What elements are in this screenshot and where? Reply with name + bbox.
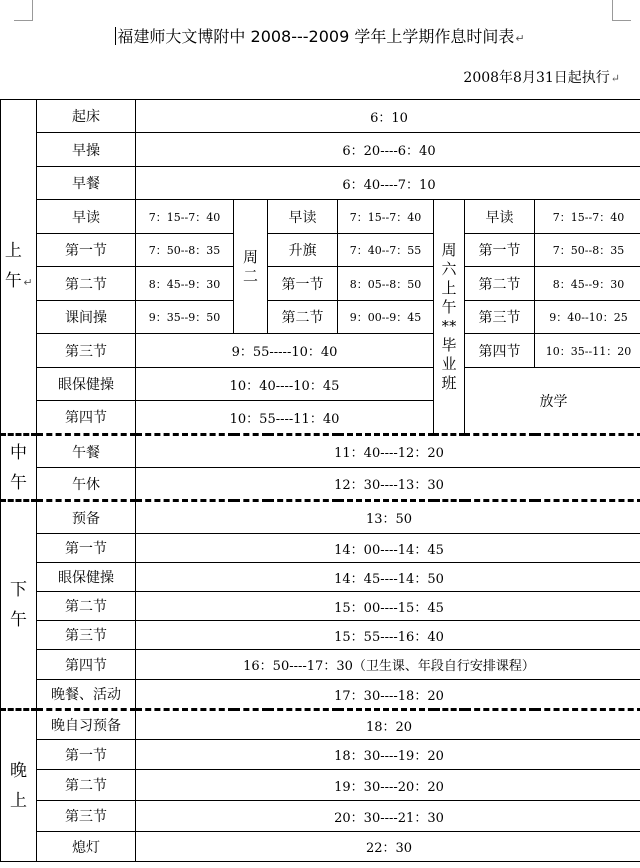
label-pm-p3: 第三节 [37, 621, 136, 650]
tuesday-label [234, 200, 268, 334]
section-afternoon-text: 下午 [10, 580, 27, 630]
time-pm-p1: 14：00----14：45 [136, 534, 640, 563]
row-breakfast [1, 167, 640, 200]
time-lunch: 11：40----12：20 [136, 435, 640, 468]
sat-label-p4: 第四节 [465, 334, 535, 368]
label-p3: 第三节 [37, 334, 136, 368]
label-exercise: 早操 [37, 133, 136, 167]
label-eye: 眼保健操 [37, 368, 136, 401]
section-evening [1, 710, 37, 862]
label-ev-p3: 第三节 [37, 801, 136, 832]
row-pm-prep [1, 501, 640, 534]
row-pm-eye [1, 563, 640, 592]
sat-time-p2: 8：45--9：30 [535, 267, 640, 301]
label-breakfast: 早餐 [37, 167, 136, 200]
label-wake: 起床 [37, 100, 136, 133]
sat-label-p1: 第一节 [465, 234, 535, 267]
time-ev-p2: 19：30----20：20 [136, 770, 640, 801]
saturday-label-text: 周六上午**毕业班 [441, 240, 457, 392]
row-p3 [1, 334, 640, 368]
label-pm-p1: 第一节 [37, 534, 136, 563]
label-read: 早读 [37, 200, 136, 234]
paragraph-mark-icon: ↵ [515, 32, 525, 45]
label-ev-p2: 第二节 [37, 770, 136, 801]
tue-label-flag: 升旗 [268, 234, 338, 267]
tue-time-p2: 9：00--9：45 [338, 301, 434, 334]
schedule-table [0, 99, 640, 862]
row-ev-lights [1, 832, 640, 862]
section-morning-text: 上午 [4, 240, 22, 291]
row-lunch [1, 435, 640, 468]
time-p1: 7：50--8：35 [136, 234, 234, 267]
section-noon-text: 中午 [10, 442, 27, 493]
tue-time-read: 7：15--7：40 [338, 200, 434, 234]
label-p4: 第四节 [37, 401, 136, 435]
label-pm-p4: 第四节 [37, 650, 136, 680]
row-break [1, 301, 640, 334]
time-pm-p2: 15：00----15：45 [136, 592, 640, 621]
time-nap: 12：30----13：30 [136, 468, 640, 501]
time-pm-p4: 16：50----17：30（卫生课、年段自行安排课程） [136, 650, 640, 680]
tuesday-label-text: 周二 [242, 247, 258, 285]
label-lunch: 午餐 [37, 435, 136, 468]
time-pm-prep: 13：50 [136, 501, 640, 534]
title-text: 福建师大文博附中 2008---2009 学年上学期作息时间表 [117, 27, 515, 46]
label-ev-lights: 熄灯 [37, 832, 136, 862]
time-p3: 9：55-----10：40 [136, 334, 434, 368]
time-wake: 6：10 [136, 100, 640, 133]
tue-time-flag: 7：40--7：55 [338, 234, 434, 267]
row-read [1, 200, 640, 234]
tue-label-p2: 第二节 [268, 301, 338, 334]
time-breakfast: 6：40----7：10 [136, 167, 640, 200]
row-ev-p3 [1, 801, 640, 832]
row-exercise [1, 133, 640, 167]
tue-time-p1: 8：05--8：50 [338, 267, 434, 301]
time-pm-dinner: 17：30----18：20 [136, 680, 640, 710]
section-afternoon [1, 501, 37, 710]
effective-date [463, 67, 620, 87]
row-p2 [1, 267, 640, 301]
row-wake [1, 100, 640, 133]
sat-time-p3: 9：40--10：25 [535, 301, 640, 334]
crop-mark-right [612, 0, 631, 21]
label-pm-dinner: 晚餐、活动 [37, 680, 136, 710]
sat-time-p1: 7：50--8：35 [535, 234, 640, 267]
saturday-label [434, 200, 465, 435]
row-pm-dinner [1, 680, 640, 710]
row-pm-p1 [1, 534, 640, 563]
row-pm-p2 [1, 592, 640, 621]
row-ev-p2 [1, 770, 640, 801]
paragraph-mark-icon: ↵ [610, 72, 620, 85]
effective-date-text: 2008年8月31日起执行 [463, 70, 610, 86]
time-break: 9：35--9：50 [136, 301, 234, 334]
section-morning: 上午 ↵ [1, 100, 37, 435]
sat-time-p4: 10：35--11：20 [535, 334, 640, 368]
crop-mark-left [14, 0, 33, 21]
label-pm-p2: 第二节 [37, 592, 136, 621]
sat-time-read: 7：15--7：40 [535, 200, 640, 234]
sat-label-p2: 第二节 [465, 267, 535, 301]
label-p1: 第一节 [37, 234, 136, 267]
row-p1 [1, 234, 640, 267]
time-exercise: 6：20----6：40 [136, 133, 640, 167]
label-break: 课间操 [37, 301, 136, 334]
label-pm-eye: 眼保健操 [37, 563, 136, 592]
time-pm-eye: 14：45----14：50 [136, 563, 640, 592]
time-read: 7：15--7：40 [136, 200, 234, 234]
tue-label-p1: 第一节 [268, 267, 338, 301]
time-pm-p3: 15：55----16：40 [136, 621, 640, 650]
section-noon [1, 435, 37, 501]
time-p4: 10：55----11：40 [136, 401, 434, 435]
time-eye: 10：40----10：45 [136, 368, 434, 401]
label-p2: 第二节 [37, 267, 136, 301]
label-ev-p1: 第一节 [37, 740, 136, 770]
time-ev-lights: 22：30 [136, 832, 640, 862]
tue-label-read: 早读 [268, 200, 338, 234]
row-ev-p1 [1, 740, 640, 770]
row-nap [1, 468, 640, 501]
sat-label-read: 早读 [465, 200, 535, 234]
page-title [0, 24, 640, 47]
section-evening-text: 晚上 [10, 761, 27, 811]
time-ev-prep: 18：20 [136, 710, 640, 740]
sat-dismiss: 放学 [465, 368, 640, 435]
label-nap: 午休 [37, 468, 136, 501]
row-pm-p4 [1, 650, 640, 680]
time-ev-p1: 18：30----19：20 [136, 740, 640, 770]
time-ev-p3: 20：30----21：30 [136, 801, 640, 832]
row-ev-prep [1, 710, 640, 740]
sat-label-p3: 第三节 [465, 301, 535, 334]
time-p2: 8：45--9：30 [136, 267, 234, 301]
label-pm-prep: 预备 [37, 501, 136, 534]
row-eye [1, 368, 640, 401]
row-pm-p3 [1, 621, 640, 650]
label-ev-prep: 晚自习预备 [37, 710, 136, 740]
